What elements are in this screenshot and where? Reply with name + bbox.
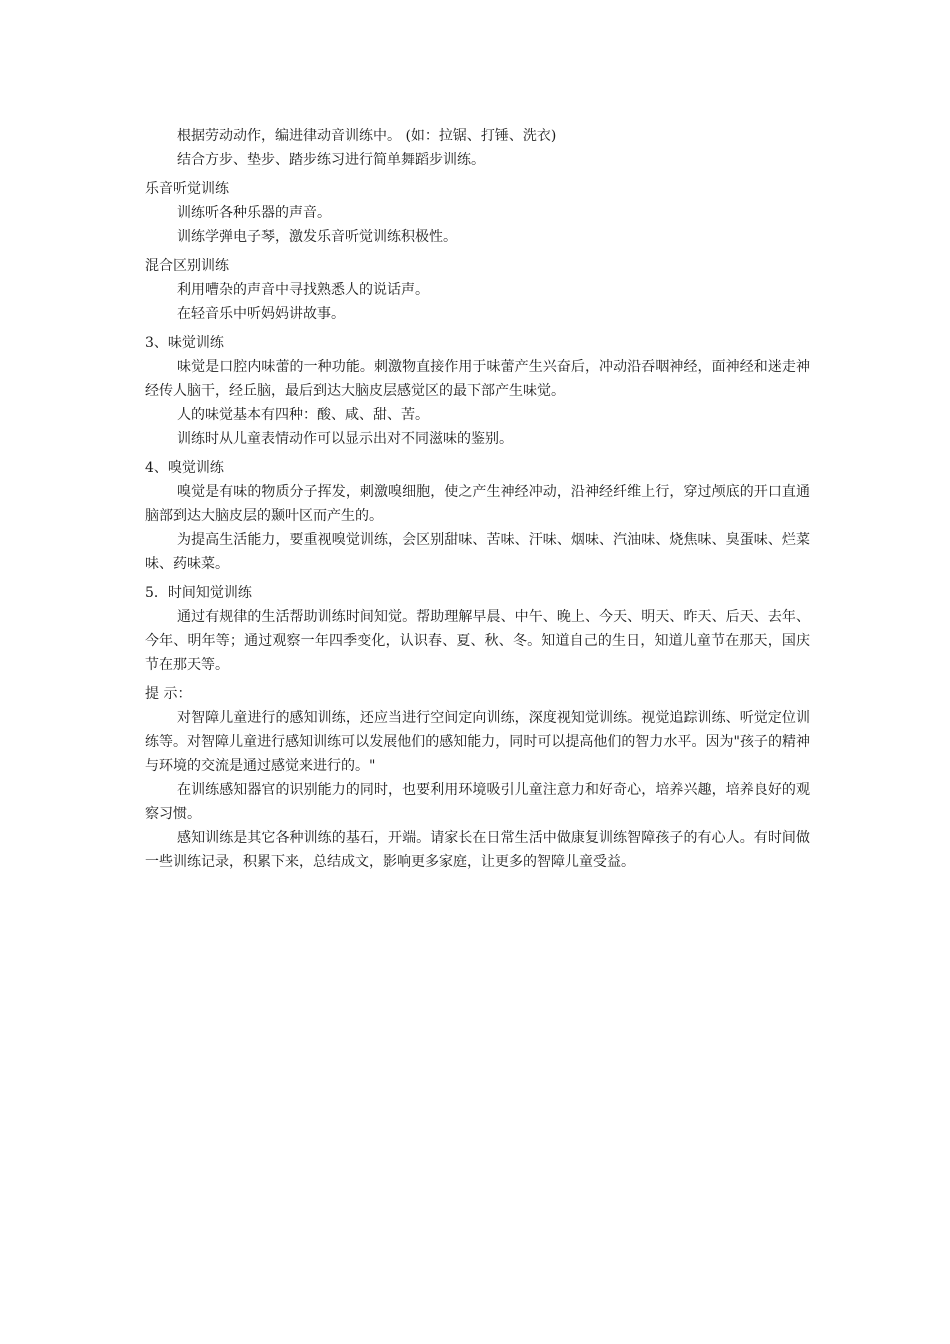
smell-paragraph: 为提高生活能力，要重视嗅觉训练，会区别甜味、苦味、汗味、烟味、汽油味、烧焦味、臭蛋味、烂菜味、药味菜。 xyxy=(145,532,810,572)
taste-paragraph: 人的味觉基本有四种：酸、咸、甜、苦。 xyxy=(177,407,429,423)
section-heading-music-hearing: 乐音听觉训练 xyxy=(145,181,229,197)
taste-paragraph: 训练时从儿童表情动作可以显示出对不同滋味的鉴别。 xyxy=(177,431,513,447)
taste-paragraph: 味觉是口腔内味蕾的一种功能。刺激物直接作用于味蕾产生兴奋后，冲动沿吞咽神经，面神经和迷走神经传人脑干，经丘脑，最后到达大脑皮层感觉区的最下部产生味觉。 xyxy=(145,359,810,399)
section-heading-mixed-distinction: 混合区别训练 xyxy=(145,258,229,274)
section-heading-time: 5．时间知觉训练 xyxy=(145,585,252,601)
document-body xyxy=(145,124,810,874)
intro-line-1: 根据劳动动作，编进律动音训练中。 (如：拉锯、打锤、洗衣) xyxy=(177,128,557,144)
tips-paragraph: 感知训练是其它各种训练的基石，开端。请家长在日常生活中做康复训练智障孩子的有心人。有时间做一些训练记录，积累下来，总结成文，影响更多家庭，让更多的智障儿童受益。 xyxy=(145,830,810,870)
tips-paragraph: 对智障儿童进行的感知训练，还应当进行空间定向训练，深度视知觉训练。视觉追踪训练、听觉定位训练等。对智障儿童进行感知训练可以发展他们的感知能力，同时可以提高他们的智力水平。因为"孩子的精神与环境的交流是通过感觉来进行的。" xyxy=(145,710,810,774)
tips-paragraph: 在训练感知器官的识别能力的同时，也要利用环境吸引儿童注意力和好奇心，培养兴趣，培养良好的观察习惯。 xyxy=(145,782,810,822)
music-hearing-item: 训练学弹电子琴，激发乐音听觉训练积极性。 xyxy=(177,229,457,245)
intro-line-2: 结合方步、垫步、踏步练习进行简单舞蹈步训练。 xyxy=(177,152,485,168)
time-paragraph: 通过有规律的生活帮助训练时间知觉。帮助理解早晨、中午、晚上、今天、明天、昨天、后天、去年、今年、明年等；通过观察一年四季变化，认识春、夏、秋、冬。知道自己的生日，知道儿童节在那天，国庆节在那天等。 xyxy=(145,609,810,673)
section-heading-taste: 3、味觉训练 xyxy=(145,335,224,351)
mixed-distinction-item: 在轻音乐中听妈妈讲故事。 xyxy=(177,306,345,322)
mixed-distinction-item: 利用嘈杂的声音中寻找熟悉人的说话声。 xyxy=(177,282,429,298)
music-hearing-item: 训练听各种乐器的声音。 xyxy=(177,205,331,221)
section-heading-tips: 提 示： xyxy=(145,686,192,702)
section-heading-smell: 4、嗅觉训练 xyxy=(145,460,224,476)
smell-paragraph: 嗅觉是有味的物质分子挥发，刺激嗅细胞，使之产生神经冲动，沿神经纤维上行，穿过颅底的开口直通脑部到达大脑皮层的颞叶区而产生的。 xyxy=(145,484,810,524)
